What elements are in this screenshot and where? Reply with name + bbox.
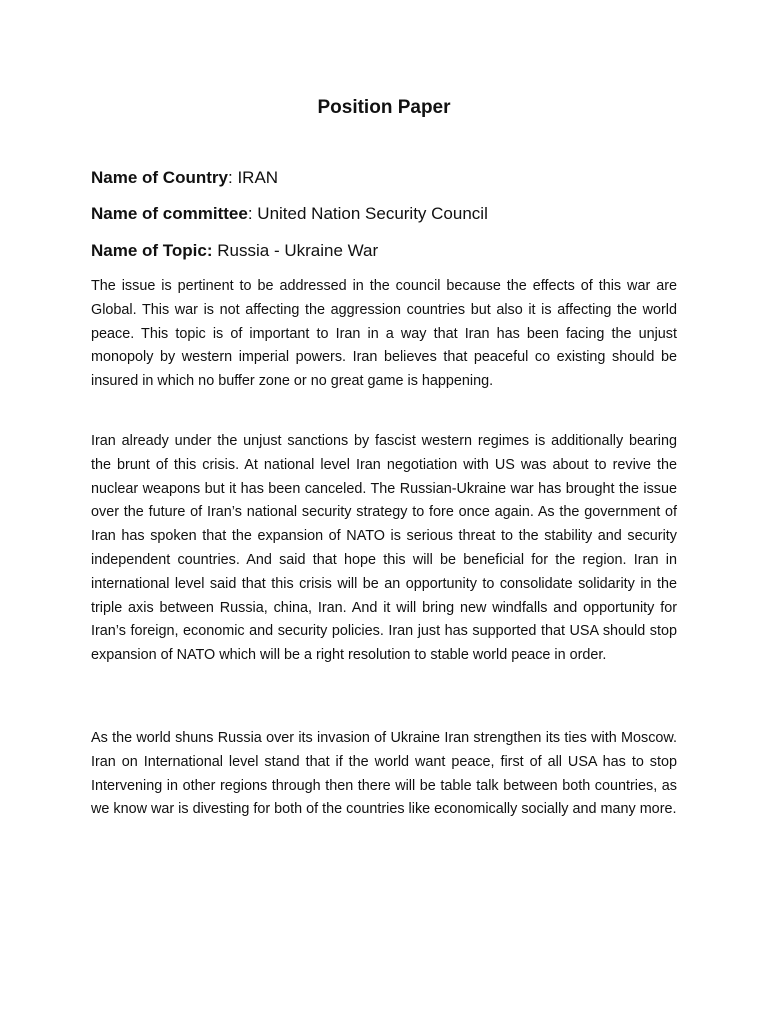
committee-line xyxy=(91,203,691,225)
paragraph-issue: The issue is pertinent to be addressed in the council because the effects of this war are Global. This war is not affecting the aggression countries but also it is affecting the world peace. This topic is of important to Iran in a way that Iran has been facing the unjust monopoly by western imperial powers. Iran believes that peaceful co existing should be insured in which no buffer zone or no great game is happening. xyxy=(91,278,677,390)
committee-value: United Nation Security Council xyxy=(257,204,488,223)
country-value: IRAN xyxy=(237,168,279,187)
country-separator: : xyxy=(227,168,233,187)
topic-label: Name of Topic: xyxy=(91,241,213,260)
country-line xyxy=(91,167,691,189)
committee-separator: : xyxy=(247,204,253,223)
paragraph-ties-with-moscow: As the world shuns Russia over its invasion of Ukraine Iran strengthen its ties with Moscow. Iran on International level stand that if the world want peace, first of all USA has to stop Intervening in other regions through then there will be table talk between both countries, as we know war is divesting for both of the countries like economically socially and many more. xyxy=(91,730,677,818)
paragraph-iran-position: Iran already under the unjust sanctions by fascist western regimes is additionally bearing the brunt of this crisis. At national level Iran negotiation with US was about to revive the nuclear weapons but it has been canceled. The Russian-Ukraine war has brought the issue over the future of Iran’s national security strategy to fore once again. As the government of Iran has spoken that the expansion of NATO is serious threat to the stability and security independent countries. And said that hope this will be beneficial for the region. Iran in international level said that this crisis will be an opportunity to consolidate solidarity in the triple axis between Russia, china, Iran. And it will bring new windfalls and opportunity for Iran’s foreign, economic and security policies. Iran just has supported that USA should stop expansion of NATO which will be a right resolution to stable world peace in order. xyxy=(91,433,677,664)
topic-line xyxy=(91,240,691,262)
topic-value: Russia - Ukraine War xyxy=(217,241,379,260)
country-label: Name of Country xyxy=(91,168,228,187)
committee-label: Name of committee xyxy=(91,204,248,223)
page-title: Position Paper xyxy=(317,97,451,118)
